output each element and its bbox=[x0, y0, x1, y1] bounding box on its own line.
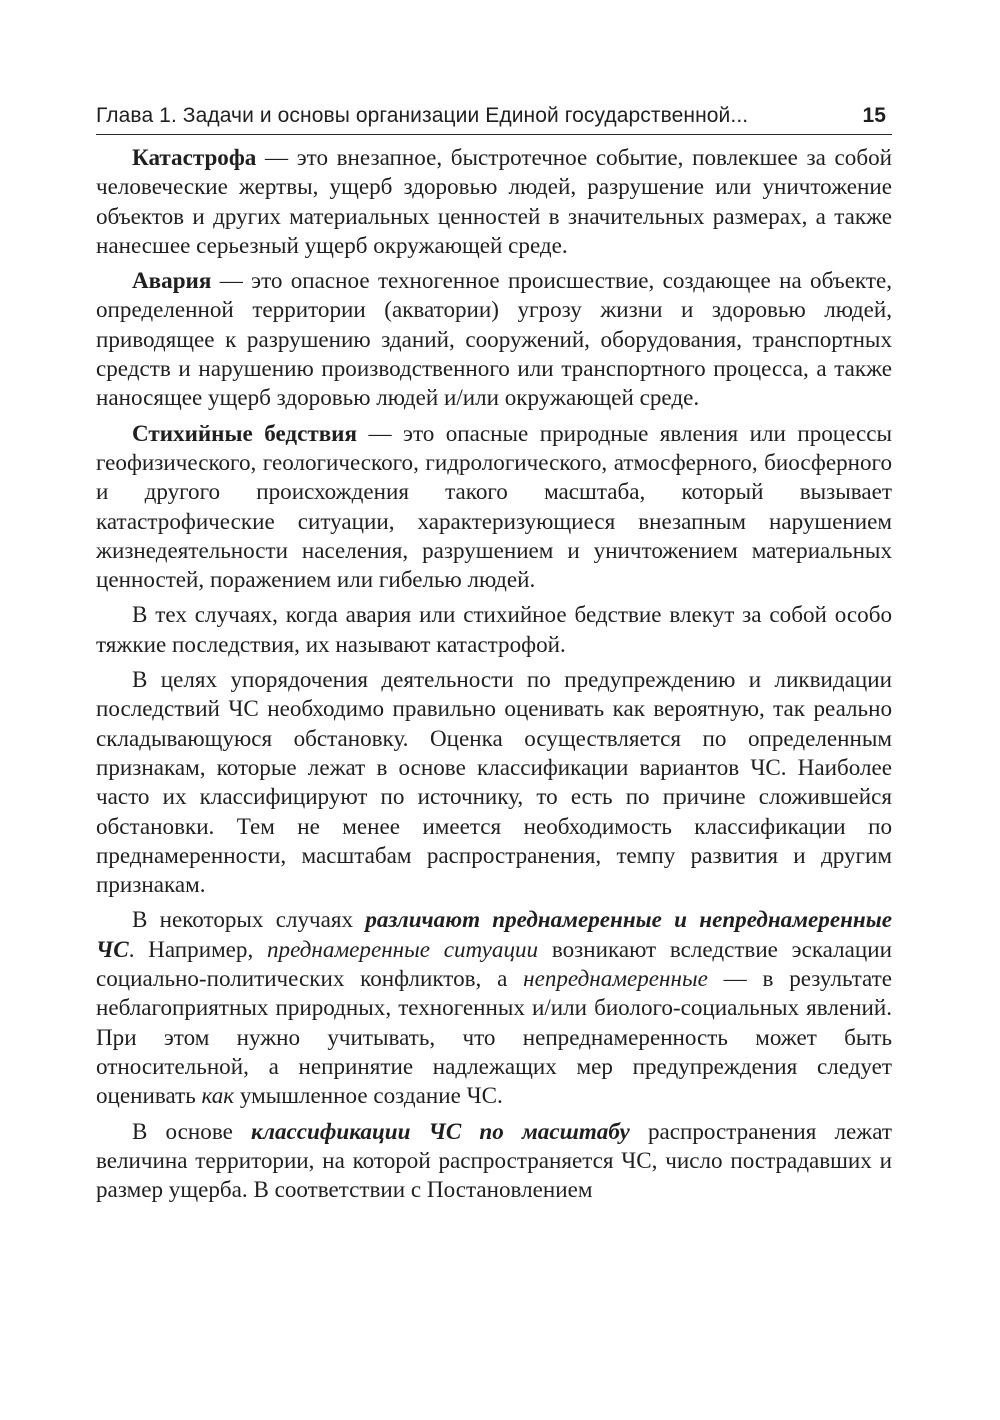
term-catastrophe: Катастрофа bbox=[132, 144, 257, 170]
definition-natural-disasters: — это опасные природные явления или процессы геофизического, геологического, гидрологического, атмосферного, биосферного и другого происхождения такого масштаба, который вызывает катастрофические ситуации, характеризующиеся внезапным нарушением жизнедеятельности населения, разрушением и уничтожением материальных ценностей, поражением или гибелью людей. bbox=[96, 419, 892, 593]
text-run: — в результате неблагоприятных природных, техногенных и/или биолого-социальных явлений. При этом нужно учитывать, что непреднамеренность может быть относительной, а непринятие надлежащих мер предупреждения следует оценивать bbox=[96, 965, 892, 1109]
text-run: распространения лежат величина территории, на которой распространяется ЧС, число пострадавших и размер ущерба. В соответствии с Постановлением bbox=[96, 1117, 893, 1203]
text-run: В некоторых случаях bbox=[132, 906, 366, 933]
emphasis-scale-classification: классификации ЧС по масштабу bbox=[250, 1117, 630, 1144]
emphasis-unintentional: непреднамеренные bbox=[523, 965, 708, 992]
term-accident: Авария bbox=[132, 267, 212, 294]
paragraph-accident bbox=[96, 266, 892, 412]
text-run: умышленное создание ЧС. bbox=[234, 1082, 503, 1109]
paragraph-catastrophe bbox=[96, 143, 892, 260]
paragraph-natural-disasters bbox=[96, 419, 892, 595]
paragraph-catastrophe-note: В тех случаях, когда авария или стихийное бедствие влекут за собой особо тяжкие последствия, их называют катастрофой. bbox=[96, 601, 892, 657]
paragraph-intentional bbox=[96, 905, 892, 1110]
text-run: В основе bbox=[132, 1117, 251, 1144]
term-natural-disasters: Стихийные бедствия bbox=[132, 419, 357, 446]
paragraph-scale bbox=[96, 1117, 892, 1205]
running-header bbox=[96, 102, 892, 135]
paragraph-classification: В целях упорядочения деятельности по предупреждению и ликвидации последствий ЧС необходимо правильно оценивать как вероятную, так реально складывающуюся обстановку. Оценка осуществляется по определенным признакам, которые лежат в основе классификации вариантов ЧС. Наиболее часто их классифицируют по источнику, то есть по причине сложившейся обстановки. Тем не менее имеется необходимость классификации по преднамеренности, масштабам распространения, темпу развития и другим признакам. bbox=[96, 666, 892, 898]
definition-accident: — это опасное техногенное происшествие, создающее на объекте, определенной территории (акватории) угрозу жизни и здоровью людей, приводящее к разрушению зданий, сооружений, оборудования, транспортных средств и нарушению производственного или транспортного процесса, а также наносящее ущерб здоровью людей и/или окружающей среде. bbox=[96, 267, 892, 411]
text-run: возникают вследствие эскалации социально-политических конфликтов, а bbox=[96, 935, 892, 992]
text-run: . Например, bbox=[128, 935, 267, 962]
definition-catastrophe: — это внезапное, быстротечное событие, повлекшее за собой человеческие жертвы, ущерб здоровью людей, разрушение или уничтожение объектов и других материальных ценностей в значительных размерах, а также нанесшее серьезный ущерб окружающей среде. bbox=[96, 144, 892, 258]
body-text bbox=[96, 143, 892, 1204]
emphasis-intentional-situations: преднамеренные ситуации bbox=[266, 935, 539, 962]
emphasis-intentional-unintentional: различают преднамеренные и непреднамеренные ЧС bbox=[96, 906, 892, 962]
page-number: 15 bbox=[862, 104, 886, 127]
chapter-title: Глава 1. Задачи и основы организации Единой государственной... bbox=[96, 104, 749, 127]
emphasis-as: как bbox=[201, 1082, 235, 1109]
book-page bbox=[96, 102, 892, 1210]
